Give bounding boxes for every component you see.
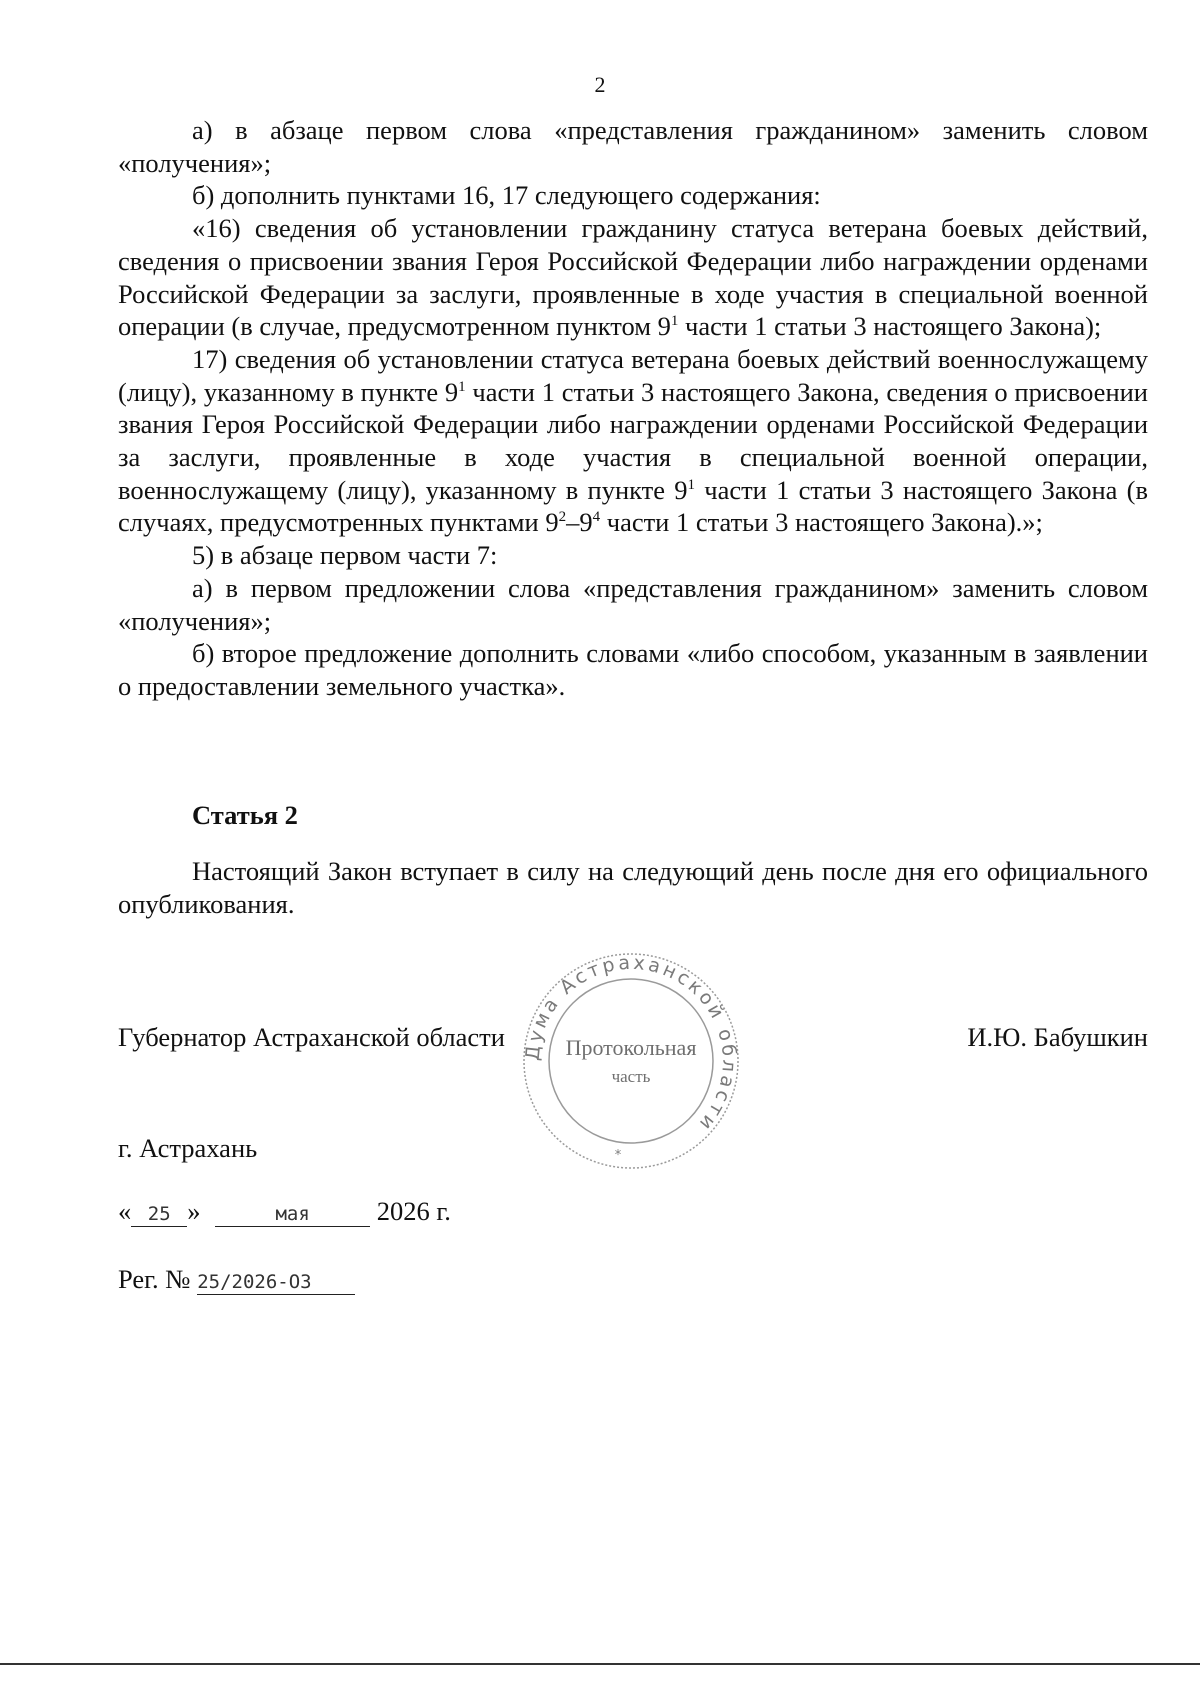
signing-date: « 25 » мая 2026 г. [118,1196,451,1226]
city: г. Астрахань [118,1133,258,1163]
stamp-star-icon: * [614,1148,622,1163]
registration-value: 25/2026-ОЗ [197,1270,355,1295]
paragraph-item-5: 5) в абзаце первом части 7: [192,540,498,571]
article-2-body [118,855,1148,920]
date-month: мая [215,1202,370,1227]
paragraph-item-16: «16) сведения об установлении гражданину статуса ветерана боевых действий, сведения о присвоении звания Героя Российской Федерации либо награждении орденами Российской Федерации за заслуги, проявленные в ходе участия в специальной военной операции (в случае, предусмотренном пунктом $9^1$ части 1 статьи 3 настоящего Закона); [118,213,1148,342]
paragraph-a-1: а) в абзаце первом слова «представления гражданином» заменить словом «получения»; [118,115,1148,178]
date-year: 2026 г. [376,1196,451,1226]
seal-stamp [522,952,740,1170]
stamp-center-line1: Протокольная [565,1035,697,1060]
amendments-body [118,114,1148,703]
paragraph-a-2: а) в первом предложении слова «представления гражданином» заменить словом «получения»; [118,572,1148,636]
article-2-text: Настоящий Закон вступает в силу на следующий день после дня его официального опубликования. [118,856,1148,919]
signatory-name: И.Ю. Бабушкин [967,1022,1148,1052]
stamp-ring-text: Дума Астраханской области [522,952,740,1137]
paragraph-item-17: 17) сведения об установлении статуса ветерана боевых действий военнослужащему (лицу), указанному в пункте $9^1$ части 1 статьи 3 настоящего Закона, сведения о присвоении звания Героя Российской Федерации либо награждении орденами Российской Федерации за заслуги, проявленные в ходе участия в специальной военной операции, военнослужащему (лицу), указанному в пункте $9^1$ части 1 статьи 3 настоящего Закона (в случаях, предусмотренных пунктами $9^2-9^4$ части 1 статьи 3 настоящего Закона).»; [118,343,1148,538]
page-bottom-rule [0,1663,1200,1665]
paragraph-b-1: б) дополнить пунктами 16, 17 следующего содержания: [192,180,821,211]
registration-label: Рег. № [118,1264,191,1294]
stamp-center-line2: часть [611,1067,651,1086]
registration-number [118,1264,355,1295]
paragraph-b-2: б) второе предложение дополнить словами «либо способом, указанным в заявлении о предоставлении земельного участка». [118,638,1148,701]
article-2-heading: Статья 2 [192,800,298,830]
signatory-position: Губернатор Астраханской области [118,1022,505,1052]
date-day: 25 [131,1202,187,1227]
page-number: 2 [594,72,606,97]
